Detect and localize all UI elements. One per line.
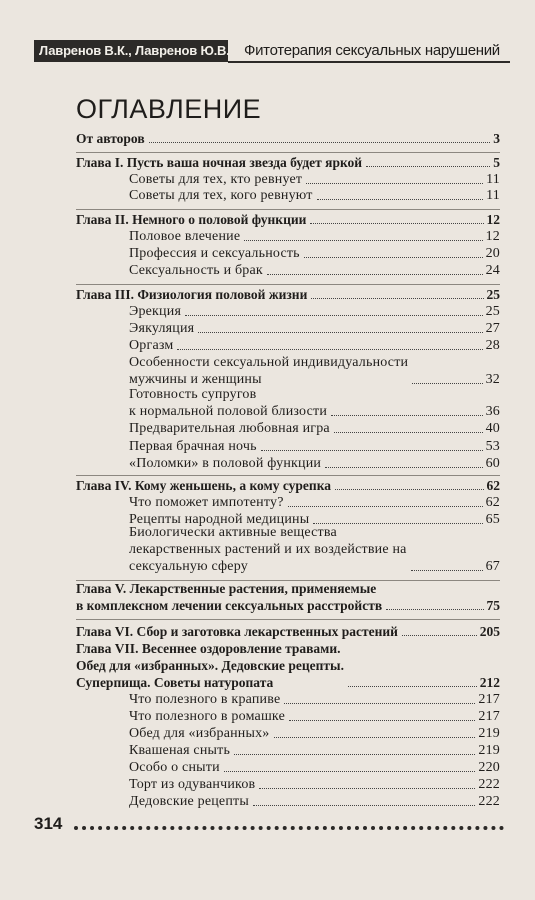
dot-leader: [411, 570, 483, 571]
dot-leader: [288, 506, 483, 507]
toc-page-number: 11: [486, 188, 500, 203]
toc-page-number: 12: [486, 212, 500, 227]
toc-entry-title: Оргазм: [129, 338, 174, 353]
running-header: [34, 40, 510, 62]
page-footer: [34, 812, 504, 836]
toc-entry: [129, 708, 500, 725]
toc-chapter: [76, 130, 500, 147]
toc-page-number: 25: [486, 287, 500, 302]
toc-chapter: [76, 640, 500, 691]
dot-leader: [253, 805, 475, 806]
toc-entry: [129, 438, 500, 455]
dot-leader: [306, 183, 483, 184]
toc-entry: [129, 455, 500, 472]
toc-entry-title: Что полезного в ромашке: [129, 709, 285, 724]
toc-entry: [129, 725, 500, 742]
dot-leader: [274, 737, 476, 738]
toc-page-number: 25: [485, 304, 500, 319]
toc-entry-title: Особо о сныти: [129, 760, 220, 775]
toc-page-number: 220: [478, 760, 500, 775]
toc-entry-title: Глава I. Пусть ваша ночная звезда будет яркой: [76, 155, 363, 170]
toc-entry: [129, 337, 500, 354]
toc-page-number: 217: [478, 709, 500, 724]
toc-entry-title: Глава VI. Сбор и заготовка лекарственных растений: [76, 624, 398, 639]
dot-leader: [366, 166, 490, 167]
dot-leader: [386, 609, 483, 610]
toc-page-number: 222: [478, 794, 500, 809]
toc-entry: [129, 759, 500, 776]
dot-leader: [335, 489, 483, 490]
toc-entry: [129, 793, 500, 810]
toc-page-number: 62: [485, 495, 500, 510]
toc-entry-title: Торт из одуванчиков: [129, 777, 256, 792]
toc-entry: [129, 303, 500, 320]
toc-page-number: 217: [478, 692, 500, 707]
toc-page-number: 28: [485, 338, 500, 353]
toc-page-number: 27: [485, 321, 500, 336]
toc-entry-title: Что поможет импотенту?: [129, 495, 284, 510]
dot-leader: [325, 467, 482, 468]
dot-leader: [259, 788, 475, 789]
dot-leader: [310, 223, 483, 224]
toc-chapter: [76, 580, 500, 614]
toc-entry-title: Готовность супругов к нормальной половой близости: [129, 387, 328, 419]
toc-entry-title: Глава V. Лекарственные растения, применяемые в комплексном лечении сексуальных расстройств: [76, 581, 383, 613]
toc-page-number: 12: [485, 229, 500, 244]
dot-leader: [289, 720, 475, 721]
toc-chapter: [76, 477, 500, 494]
toc-entry-title: Половое влечение: [129, 229, 241, 244]
toc-entry: [129, 386, 500, 420]
toc-entry-title: Советы для тех, кто ревнует: [129, 172, 303, 187]
section-divider: [76, 284, 500, 285]
toc-page-number: 20: [485, 246, 500, 261]
toc-entry: [129, 776, 500, 793]
page-number: 314: [34, 814, 63, 833]
section-divider: [76, 209, 500, 210]
toc-entry: [129, 691, 500, 708]
toc-entry-title: Обед для «избранных»: [129, 726, 270, 741]
dot-leader: [304, 257, 483, 258]
dot-leader: [331, 415, 483, 416]
toc-entry: [129, 742, 500, 759]
dot-leader: [185, 315, 483, 316]
dot-leader: [402, 635, 477, 636]
toc-entry: [129, 420, 500, 437]
dot-leader: [244, 240, 482, 241]
toc-entry-title: Глава II. Немного о половой функции: [76, 212, 307, 227]
dot-leader: [348, 686, 477, 687]
toc-page-number: 40: [485, 421, 500, 436]
toc-page-number: 5: [493, 155, 500, 170]
toc-chapter: [76, 623, 500, 640]
toc-entry-title: Эякуляция: [129, 321, 195, 336]
toc-entry-title: Дедовские рецепты: [129, 794, 249, 809]
dot-leader: [234, 754, 475, 755]
toc-page-number: 36: [485, 404, 500, 419]
dot-leader: [284, 703, 475, 704]
toc-entry-title: Первая брачная ночь: [129, 439, 257, 454]
toc-entry-title: Что полезного в крапиве: [129, 692, 281, 707]
toc-page-number: 219: [478, 743, 500, 758]
toc-entry: [129, 262, 500, 279]
toc-entry-title: Квашеная сныть: [129, 743, 231, 758]
footer-dot-rule: [74, 826, 504, 830]
toc-chapter: [76, 154, 500, 171]
toc-entry: [129, 228, 500, 245]
header-authors: Лавренов В.К., Лавренов Ю.В.: [34, 40, 228, 62]
toc-entry: [129, 354, 500, 388]
toc-heading: ОГЛАВЛЕНИЕ: [76, 94, 262, 124]
dot-leader: [198, 332, 482, 333]
toc-entry: [129, 320, 500, 337]
toc-entry-title: Профессия и сексуальность: [129, 246, 300, 261]
dot-leader: [224, 771, 476, 772]
toc-entry: [129, 494, 500, 511]
header-rule: [228, 61, 510, 63]
toc-entry-title: Глава IV. Кому женьшень, а кому сурепка: [76, 478, 332, 493]
dot-leader: [267, 274, 483, 275]
toc-chapter: [76, 211, 500, 228]
toc-chapter: [76, 286, 500, 303]
toc-page-number: 205: [479, 624, 500, 639]
toc-entry-title: Биологически активные вещества лекарственных растений и их воздействие на сексуальную сферу: [129, 525, 407, 574]
toc-entry-title: Особенности сексуальной индивидуальности мужчины и женщины: [129, 355, 409, 387]
toc-entry-title: От авторов: [76, 131, 145, 146]
toc-page-number: 60: [485, 456, 500, 471]
toc-page-number: 219: [478, 726, 500, 741]
toc-entry-title: «Поломки» в половой функции: [129, 456, 322, 471]
toc-entry: [129, 187, 500, 204]
section-divider: [76, 152, 500, 153]
toc-page-number: 11: [486, 172, 500, 187]
dot-leader: [149, 142, 491, 143]
dot-leader: [317, 199, 484, 200]
toc-page-number: 75: [486, 598, 500, 613]
toc-entry-title: Предварительная любовная игра: [129, 421, 330, 436]
toc-page-number: 3: [493, 131, 500, 146]
toc-entry-title: Сексуальность и брак: [129, 263, 263, 278]
toc-page-number: 32: [485, 372, 500, 387]
dot-leader: [334, 432, 483, 433]
toc-entry-title: Рецепты народной медицины: [129, 512, 310, 527]
toc-entry-title: Эрекция: [129, 304, 182, 319]
header-book-title: Фитотерапия сексуальных нарушений: [244, 42, 500, 59]
toc-entry-title: Глава III. Физиология половой жизни: [76, 287, 308, 302]
toc-page-number: 65: [485, 512, 500, 527]
section-divider: [76, 619, 500, 620]
dot-leader: [261, 450, 483, 451]
toc-entry: [129, 524, 500, 575]
toc-page-number: 67: [485, 559, 500, 574]
toc-entry: [129, 171, 500, 188]
toc-entry: [129, 245, 500, 262]
dot-leader: [177, 349, 482, 350]
toc-entry-title: Глава VII. Весеннее оздоровление травами. Обед для «избранных». Дедовские рецепты. Суперпища. Советы натуропата: [76, 641, 344, 690]
toc-page-number: 53: [485, 439, 500, 454]
toc-page-number: 24: [485, 263, 500, 278]
section-divider: [76, 475, 500, 476]
dot-leader: [412, 383, 482, 384]
toc-page-number: 62: [486, 478, 500, 493]
toc-page-number: 212: [479, 675, 500, 690]
toc-page-number: 222: [478, 777, 500, 792]
toc-entry-title: Советы для тех, кого ревнуют: [129, 188, 313, 203]
dot-leader: [311, 298, 483, 299]
